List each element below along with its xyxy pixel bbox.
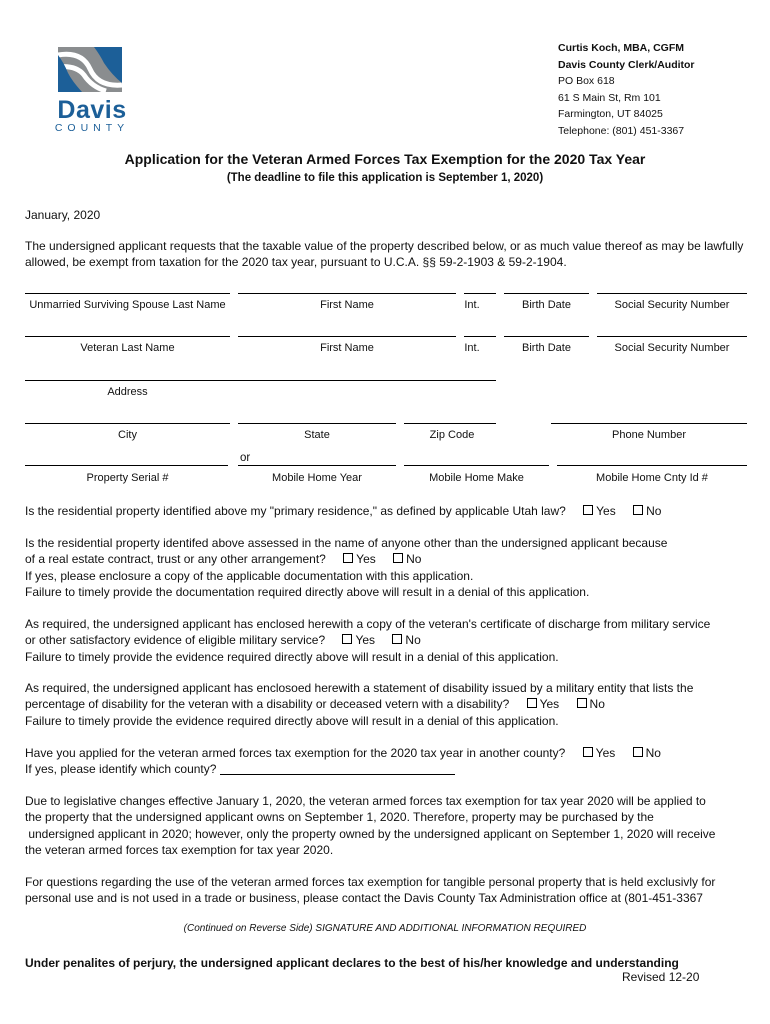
primary-residence-yes-checkbox[interactable]	[583, 505, 593, 515]
veteran-initial-label: Int.	[464, 342, 480, 354]
property-serial-field[interactable]	[25, 465, 228, 466]
disability-no-checkbox[interactable]	[577, 698, 587, 708]
discharge-yes-checkbox[interactable]	[342, 634, 352, 644]
official-title: Davis County Clerk/Auditor	[558, 58, 695, 71]
state-field[interactable]	[238, 423, 396, 424]
paragraph-line: Due to legislative changes effective January 1, 2020, the veteran armed forces tax exemption for tax year 2020 will be applied to	[25, 794, 706, 808]
mobile-home-year-field[interactable]	[238, 465, 396, 466]
telephone: Telephone: (801) 451-3367	[558, 124, 685, 137]
other-county-no-checkbox[interactable]	[633, 747, 643, 757]
disability-yes-checkbox[interactable]	[527, 698, 537, 708]
yes-label: Yes	[596, 504, 616, 518]
page-title: Application for the Veteran Armed Forces Tax Exemption for the 2020 Tax Year	[124, 151, 646, 167]
question-text: percentage of disability for the veteran with a disability or deceased vetern with a disability?	[25, 697, 510, 712]
question-line: If yes, please enclosure a copy of the applicable documentation with this application.	[25, 568, 474, 583]
intro-paragraph: The undersigned applicant requests that the taxable value of the property described below, or as much value thereof as may be lawfully allowed, be exempt from taxation for the 2020 tax year, pursuant to U.C.A. §§ 59-2-1903 & 59-2-1904.	[25, 239, 744, 270]
address-field[interactable]	[25, 380, 496, 381]
question-line: Is the residential property identifed above assessed in the name of anyone other than the undersigned applicant because	[25, 536, 668, 550]
question-line	[25, 551, 750, 567]
spouse-first-name-field[interactable]	[238, 293, 456, 294]
question-text: or other satisfactory evidence of eligible military service?	[25, 633, 326, 648]
veteran-birth-date-field[interactable]	[504, 336, 589, 337]
discharge-no-checkbox[interactable]	[392, 634, 402, 644]
mobile-home-year-label: Mobile Home Year	[272, 472, 362, 484]
other-owner-yes-checkbox[interactable]	[343, 553, 353, 563]
spouse-last-name-field[interactable]	[25, 293, 230, 294]
veteran-ssn-label: Social Security Number	[614, 342, 730, 354]
city-state-zip: Farmington, UT 84025	[558, 108, 663, 120]
perjury-statement: Under penalites of perjury, the undersigned applicant declares to the best of his/her knowledge and understanding	[25, 956, 679, 970]
spouse-initial-label: Int.	[464, 299, 480, 311]
veteran-initial-field[interactable]	[464, 336, 496, 337]
address-block	[558, 40, 695, 139]
question-text: If yes, please identify which county?	[25, 762, 217, 777]
paragraph-line: the property that the undersigned applicant owns on September 1, 2020. Therefore, property may be purchased by the	[25, 810, 654, 825]
spouse-first-name-label: First Name	[320, 299, 374, 311]
no-label: No	[406, 552, 422, 567]
other-county-yes-checkbox[interactable]	[583, 747, 593, 757]
address-label: Address	[107, 386, 148, 398]
legislative-changes-paragraph	[25, 793, 750, 858]
phone-number-label: Phone Number	[612, 429, 686, 441]
no-label: No	[405, 633, 421, 648]
date-line: January, 2020	[25, 208, 101, 222]
question-other-owner	[25, 535, 750, 600]
zip-code-label: Zip Code	[429, 429, 475, 441]
continued-notice: (Continued on Reverse Side) SIGNATURE AND ADDITIONAL INFORMATION REQUIRED	[183, 923, 587, 934]
veteran-first-name-label: First Name	[320, 342, 374, 354]
city-field[interactable]	[25, 423, 230, 424]
question-disability-statement	[25, 680, 750, 729]
spouse-ssn-field[interactable]	[597, 293, 747, 294]
which-county-field[interactable]	[220, 763, 455, 775]
question-line: As required, the undersigned applicant has enclosed herewith a copy of the veteran's certificate of discharge from military service	[25, 617, 711, 631]
veteran-first-name-field[interactable]	[238, 336, 456, 337]
other-owner-no-checkbox[interactable]	[393, 553, 403, 563]
veteran-ssn-field[interactable]	[597, 336, 747, 337]
veteran-last-name-label: Veteran Last Name	[80, 342, 175, 354]
logo-county-text: COUNTY	[54, 122, 130, 134]
paragraph-line: undersigned applicant in 2020; however, only the property owned by the undersigned applicant on September 1, 2020 will receive	[25, 826, 716, 841]
questions-contact-paragraph	[25, 874, 750, 907]
spouse-ssn-label: Social Security Number	[614, 299, 730, 311]
yes-label: Yes	[595, 746, 616, 760]
state-label: State	[304, 429, 330, 441]
logo-wordmark: Davis	[57, 96, 127, 124]
question-text: Is the residential property identified above my "primary residence," as defined by applicable Utah law?	[25, 504, 566, 518]
no-label: No	[589, 697, 605, 712]
yes-label: Yes	[356, 552, 376, 567]
spouse-last-name-label: Unmarried Surviving Spouse Last Name	[29, 299, 226, 311]
official-name: Curtis Koch, MBA, CGFM	[558, 42, 684, 54]
revision-date: Revised 12-20	[622, 970, 700, 984]
question-text: Have you applied for the veteran armed forces tax exemption for the 2020 tax year in another county?	[25, 746, 566, 760]
question-text: of a real estate contract, trust or any other arrangement?	[25, 552, 326, 567]
street-address: 61 S Main St, Rm 101	[558, 91, 661, 104]
question-line: As required, the undersigned applicant has enclosoed herewith a statement of disability issued by a military entity that lists the	[25, 681, 694, 695]
question-line	[25, 696, 750, 712]
question-discharge-certificate	[25, 616, 750, 665]
mobile-home-cnty-id-label: Mobile Home Cnty Id #	[596, 472, 708, 484]
property-serial-label: Property Serial #	[86, 472, 169, 484]
yes-label: Yes	[539, 697, 560, 712]
paragraph-line: For questions regarding the use of the veteran armed forces tax exemption for tangible personal property that is held exclusivly for	[25, 875, 716, 889]
primary-residence-no-checkbox[interactable]	[633, 505, 643, 515]
mobile-home-make-label: Mobile Home Make	[429, 472, 524, 484]
mobile-home-make-field[interactable]	[404, 465, 549, 466]
no-label: No	[646, 504, 662, 518]
question-line	[25, 632, 750, 648]
deadline-notice: (The deadline to file this application is September 1, 2020)	[226, 172, 544, 184]
question-line: Failure to timely provide the evidence required directly above will result in a denial of this application.	[25, 713, 559, 728]
paragraph-line: the veteran armed forces tax exemption for tax year 2020.	[25, 842, 334, 857]
spouse-birth-date-label: Birth Date	[522, 299, 571, 311]
question-primary-residence	[25, 503, 750, 519]
veteran-last-name-field[interactable]	[25, 336, 230, 337]
or-separator: or	[240, 452, 251, 464]
question-other-county	[25, 745, 750, 778]
veteran-birth-date-label: Birth Date	[522, 342, 571, 354]
spouse-birth-date-field[interactable]	[504, 293, 589, 294]
question-line	[25, 761, 750, 777]
question-line: Failure to timely provide the documentation required directly above will result in a denial of this application.	[25, 584, 590, 599]
no-label: No	[645, 746, 661, 760]
paragraph-line: personal use and is not used in a trade or business, please contact the Davis County Tax Administration office at (801-451-3367	[25, 891, 703, 906]
yes-label: Yes	[355, 633, 376, 648]
question-line: Failure to timely provide the evidence required directly above will result in a denial of this application.	[25, 649, 559, 664]
mobile-home-cnty-id-field[interactable]	[557, 465, 747, 466]
question-line	[25, 745, 750, 761]
po-box: PO Box 618	[558, 75, 615, 87]
city-label: City	[118, 429, 137, 441]
spouse-initial-field[interactable]	[464, 293, 496, 294]
phone-number-field[interactable]	[551, 423, 747, 424]
zip-code-field[interactable]	[404, 423, 496, 424]
